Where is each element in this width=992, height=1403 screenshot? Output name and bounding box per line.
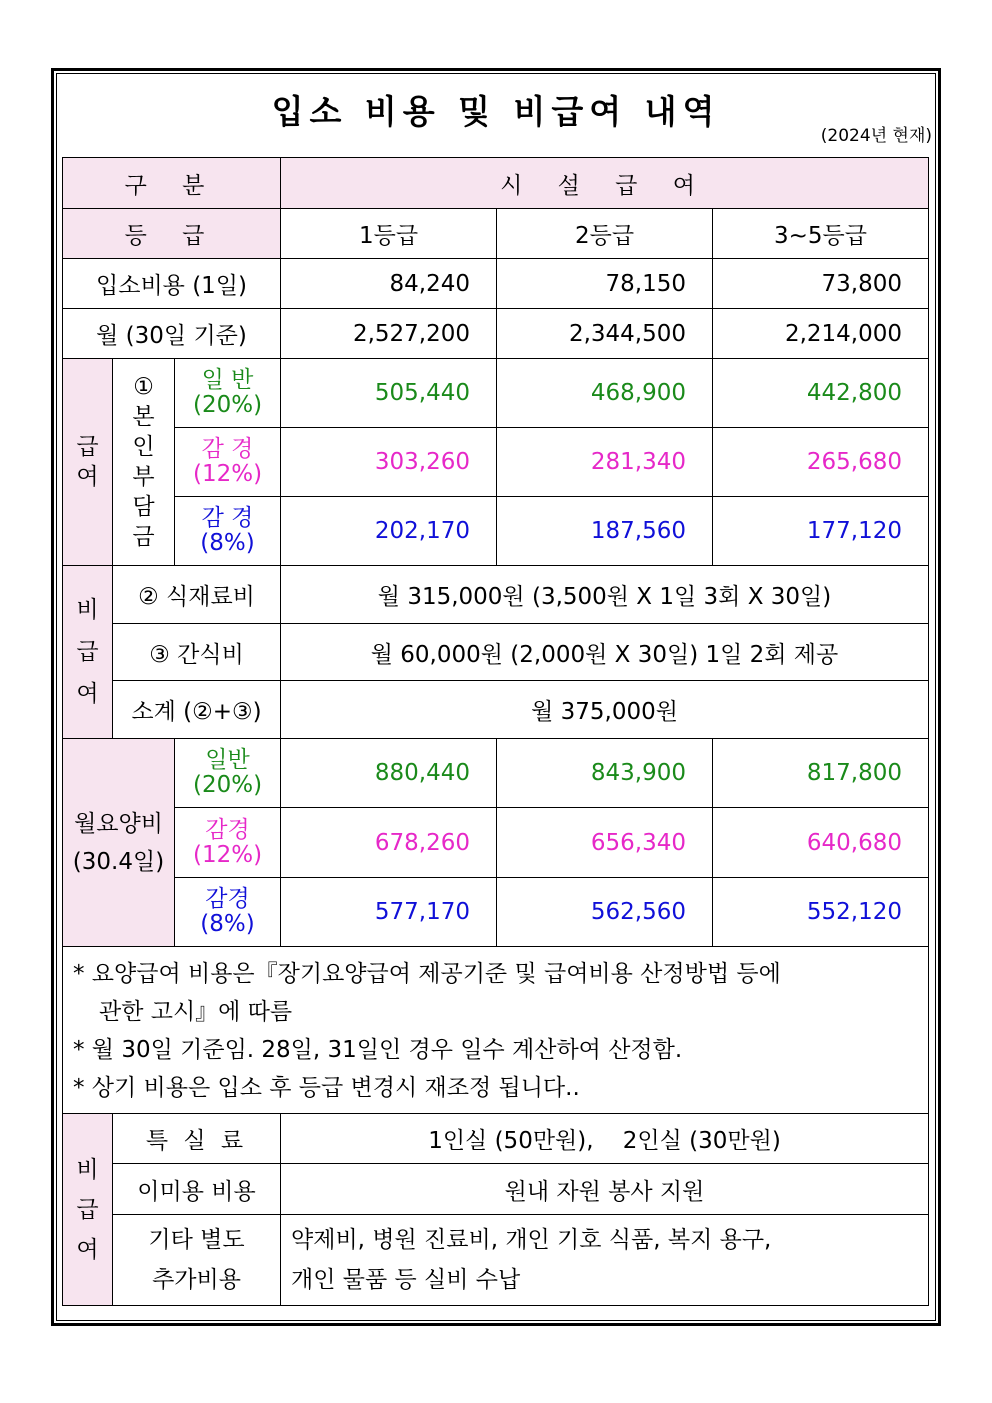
care-reduced8-label: [175, 878, 281, 947]
care-general-line2: (20%): [192, 772, 263, 798]
care-reduced12-line1: 감경: [205, 816, 250, 843]
benefit-general-2: 468,900: [497, 359, 713, 428]
non-benefit-group-text: 비급여: [76, 597, 99, 707]
benefit-general-1: 505,440: [281, 359, 497, 428]
care-general-3: 817,800: [713, 739, 929, 808]
benefit-general-3: 442,800: [713, 359, 929, 428]
monthly-care-label-line2: (30.4일): [72, 848, 165, 875]
meal-cost-value: 월 315,000원 (3,500원 X 1일 3회 X 30일): [281, 566, 929, 624]
daily-cost-2: 78,150: [497, 259, 713, 309]
care-reduced8-line2: (8%): [200, 911, 255, 937]
note-line-3: * 월 30일 기준임. 28일, 31일인 경우 일수 계산하여 산정함.: [73, 1037, 683, 1063]
benefit-reduced8-1: 202,170: [281, 497, 497, 566]
other-fee-label-line1: 기타 별도: [148, 1227, 245, 1253]
benefit-reduced12-line2: (12%): [192, 461, 263, 487]
benefit-general-line2: (20%): [192, 392, 263, 418]
benefit-reduced12-label: [175, 428, 281, 497]
benefit-reduced8-label: [175, 497, 281, 566]
extra-group-text: 비급여: [76, 1156, 99, 1263]
room-fee-label: 특 실 료: [113, 1114, 281, 1164]
benefit-general-line1: 일 반: [201, 367, 254, 393]
facility-header: 시 설 급 여: [281, 158, 929, 209]
benefit-reduced8-3: 177,120: [713, 497, 929, 566]
care-reduced8-1: 577,170: [281, 878, 497, 947]
note-line-1: * 요양급여 비용은『장기요양급여 제공기준 및 급여비용 산정방법 등에: [73, 961, 781, 987]
daily-cost-1: 84,240: [281, 259, 497, 309]
category-header: 구 분: [63, 158, 281, 209]
grade-header: 등 급: [63, 209, 281, 259]
self-pay-label: [113, 359, 175, 566]
fee-table: [62, 157, 929, 1306]
care-general-1: 880,440: [281, 739, 497, 808]
other-fee-label: [113, 1215, 281, 1306]
self-pay-text: ①본인부담금: [132, 374, 155, 550]
care-reduced12-3: 640,680: [713, 808, 929, 878]
care-general-2: 843,900: [497, 739, 713, 808]
monthly-cost-1: 2,527,200: [281, 309, 497, 359]
snack-cost-label: ③ 간식비: [113, 624, 281, 681]
care-reduced8-3: 552,120: [713, 878, 929, 947]
benefit-reduced12-line1: 감 경: [201, 436, 254, 462]
care-reduced12-1: 678,260: [281, 808, 497, 878]
care-reduced8-2: 562,560: [497, 878, 713, 947]
extra-group-label: [63, 1114, 113, 1306]
benefit-group-label: [63, 359, 113, 566]
care-general-label: [175, 739, 281, 808]
monthly-cost-label: 월 (30일 기준): [63, 309, 281, 359]
daily-cost-3: 73,800: [713, 259, 929, 309]
care-reduced12-label: [175, 808, 281, 878]
monthly-care-label-line1: 월요양비: [74, 810, 163, 837]
page-title: 입소 비용 및 비급여 내역: [271, 92, 721, 131]
snack-cost-value: 월 60,000원 (2,000원 X 30일) 1일 2회 제공: [281, 624, 929, 681]
monthly-cost-2: 2,344,500: [497, 309, 713, 359]
benefit-reduced12-3: 265,680: [713, 428, 929, 497]
benefit-reduced12-2: 281,340: [497, 428, 713, 497]
hair-fee-label: 이미용 비용: [113, 1164, 281, 1215]
other-fee-value-line1: 약제비, 병원 진료비, 개인 기호 식품, 복지 용구,: [291, 1227, 772, 1253]
monthly-care-label: [63, 739, 175, 947]
meal-cost-label: ② 식재료비: [113, 566, 281, 624]
care-reduced8-line1: 감경: [205, 886, 250, 912]
care-reduced12-line2: (12%): [192, 841, 263, 868]
other-fee-value: [281, 1215, 929, 1306]
year-note: (2024년 현재): [820, 126, 932, 146]
care-general-line1: 일반: [205, 747, 250, 773]
benefit-reduced8-line2: (8%): [200, 530, 255, 556]
hair-fee-value: 원내 자원 봉사 지원: [281, 1164, 929, 1215]
other-fee-label-line2: 추가비용: [152, 1267, 241, 1293]
grade-3-5: 3~5등급: [713, 209, 929, 259]
benefit-group-text: 급여: [76, 434, 99, 490]
note-line-2: 관한 고시』에 따름: [99, 999, 293, 1025]
benefit-reduced12-1: 303,260: [281, 428, 497, 497]
grade-2: 2등급: [497, 209, 713, 259]
notes-block: [63, 947, 929, 1114]
grade-1: 1등급: [281, 209, 497, 259]
care-reduced12-2: 656,340: [497, 808, 713, 878]
room-fee-value: 1인실 (50만원), 2인실 (30만원): [281, 1114, 929, 1164]
subtotal-label: 소계 (②+③): [113, 681, 281, 739]
benefit-general-label: [175, 359, 281, 428]
monthly-cost-3: 2,214,000: [713, 309, 929, 359]
note-line-4: * 상기 비용은 입소 후 등급 변경시 재조정 됩니다..: [73, 1075, 580, 1101]
benefit-reduced8-2: 187,560: [497, 497, 713, 566]
daily-cost-label: 입소비용 (1일): [63, 259, 281, 309]
benefit-reduced8-line1: 감 경: [201, 505, 254, 531]
non-benefit-group-label: [63, 566, 113, 739]
other-fee-value-line2: 개인 물품 등 실비 수납: [291, 1267, 521, 1293]
subtotal-value: 월 375,000원: [281, 681, 929, 739]
